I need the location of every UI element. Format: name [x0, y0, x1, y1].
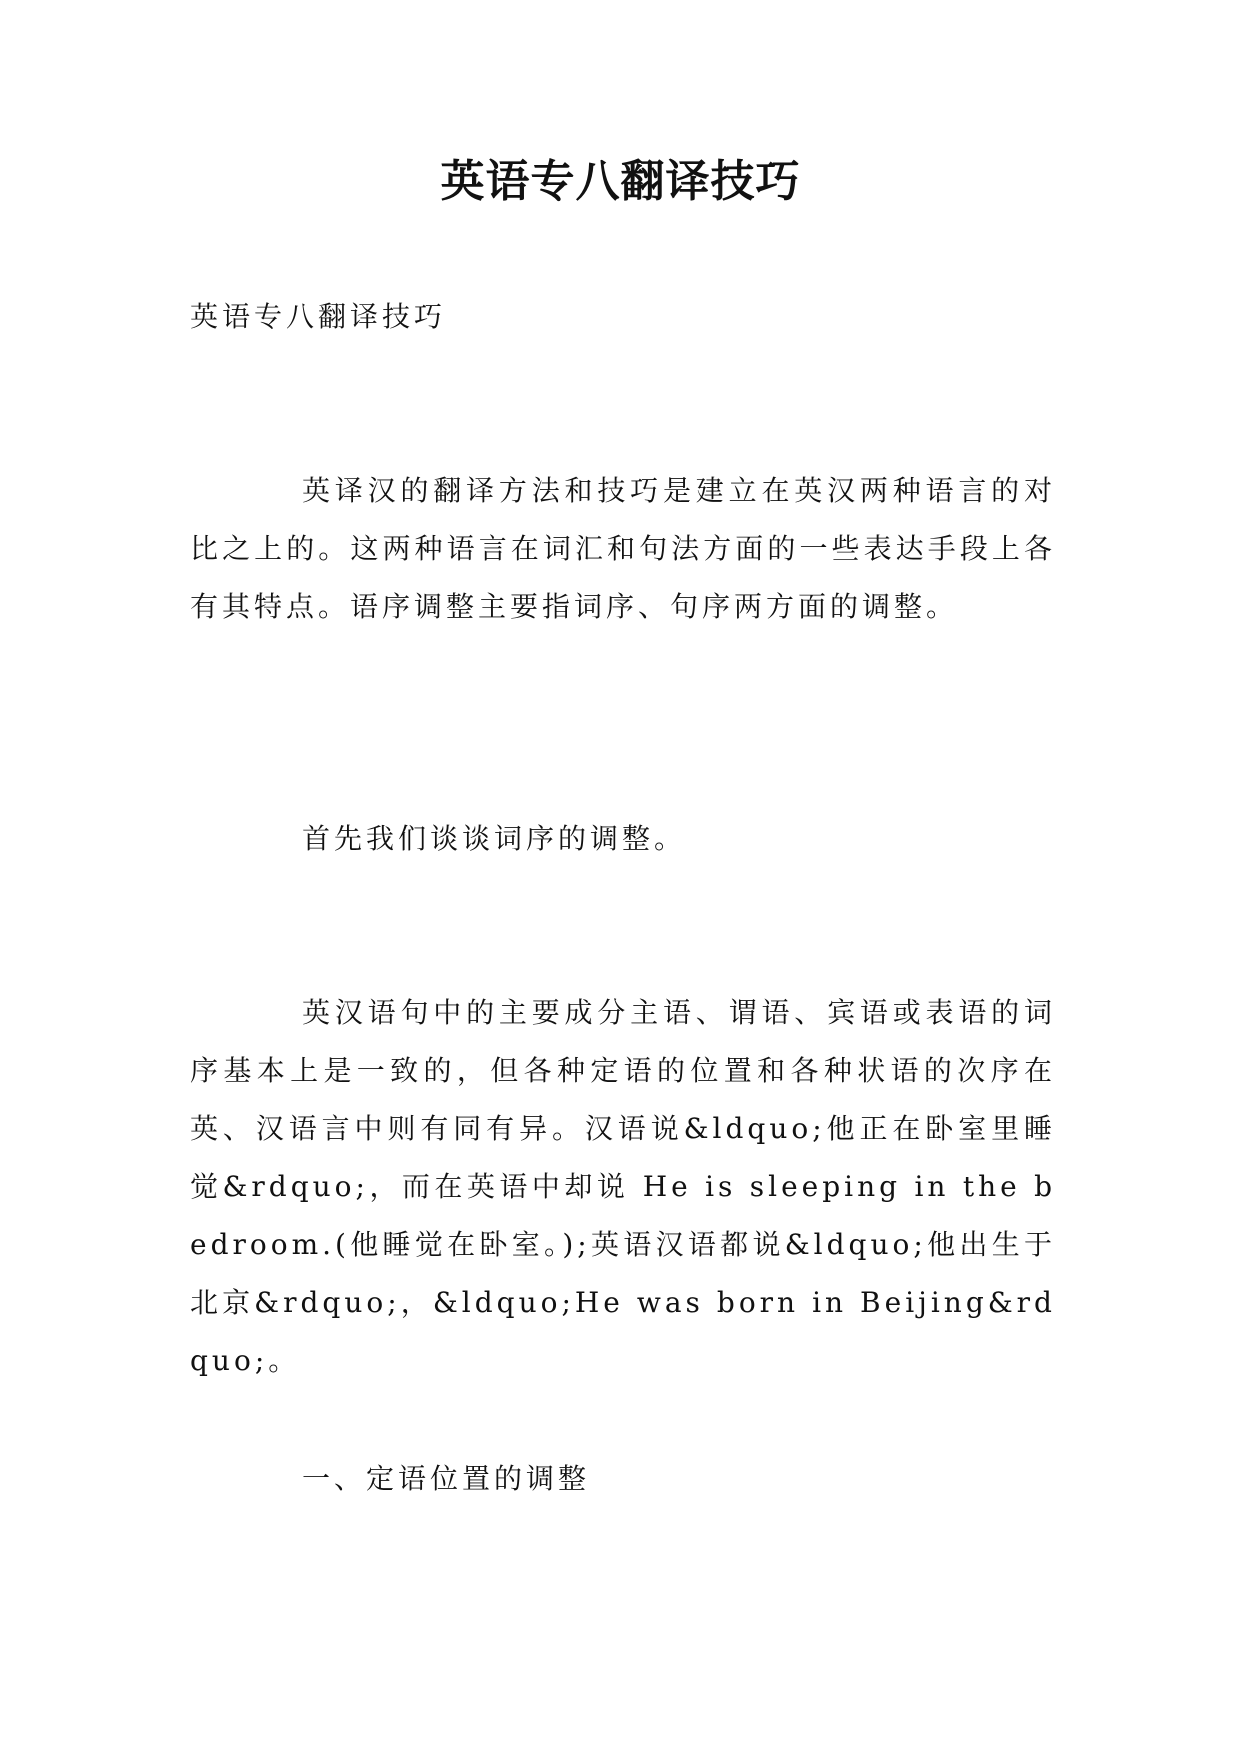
section-heading: 一、定语位置的调整	[302, 1462, 591, 1495]
intro-paragraph: 英译汉的翻译方法和技巧是建立在英汉两种语言的对比之上的。这两种语言在词汇和句法方面的一些表达手段上各有其特点。语序调整主要指词序、句序两方面的调整。	[190, 474, 1056, 623]
document-title: 英语专八翻译技巧	[440, 156, 801, 207]
word-order-intro-paragraph: 首先我们谈谈词序的调整。	[302, 822, 687, 855]
word-order-body-paragraph: 英汉语句中的主要成分主语、谓语、宾语或表语的词序基本上是一致的，但各种定语的位置和各种状语的次序在英、汉语言中则有同有异。汉语说&ldquo;他正在卧室里睡觉&rdquo;，而在英语中却说 He is sleeping in the bedroom.(他睡觉在卧室。);英语汉语都说&ldquo;他出生于北京&rdquo;，&ldquo;He was born in Beijing&rdquo;。	[190, 996, 1056, 1377]
document-subtitle: 英语专八翻译技巧	[190, 300, 447, 333]
